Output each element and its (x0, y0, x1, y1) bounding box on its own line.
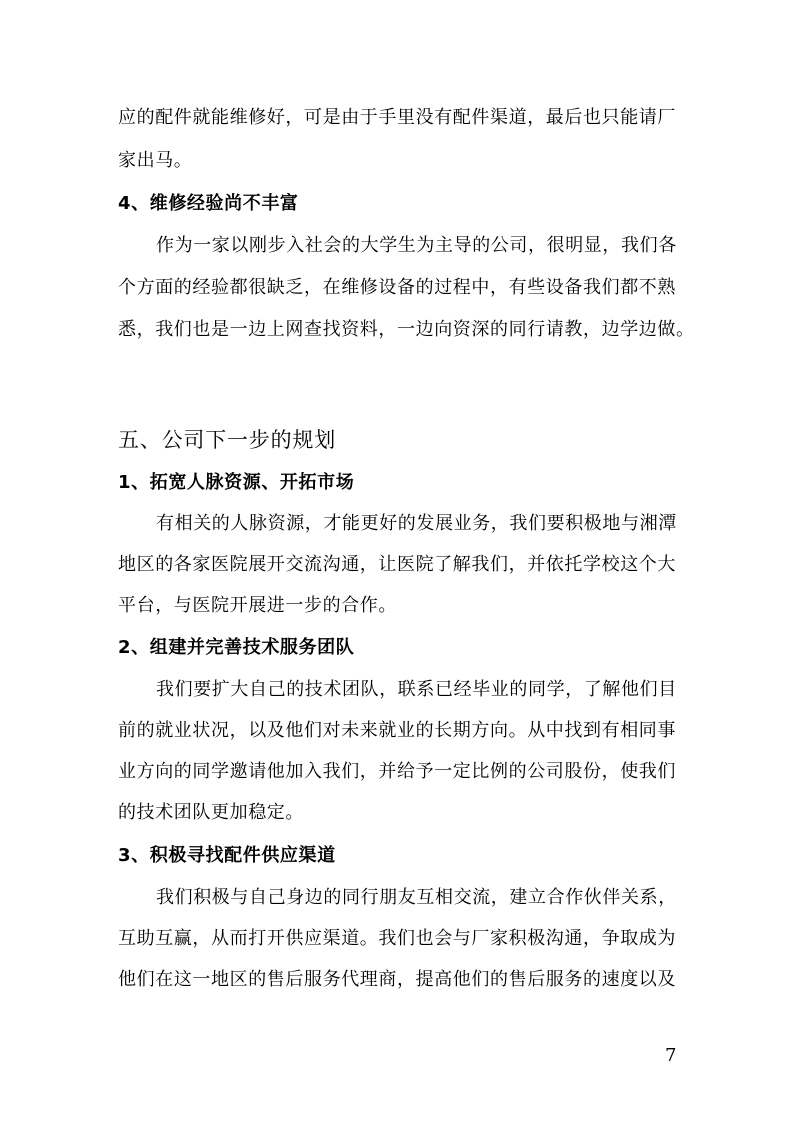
paragraph-line: 他们在这一地区的售后服务代理商，提高他们的售后服务的速度以及 (118, 969, 676, 990)
paragraph-line: 平台，与医院开展进一步的合作。 (118, 595, 397, 616)
paragraph-line: 悉，我们也是一边上网查找资料，一边向资深的同行请教，边学边做。 (118, 319, 695, 340)
paragraph-line: 个方面的经验都很缺乏，在维修设备的过程中，有些设备我们都不熟 (118, 277, 676, 298)
paragraph-line: 应的配件就能维修好，可是由于手里没有配件渠道，最后也只能请厂 (118, 107, 676, 128)
subheading-2: 2、组建并完善技术服务团队 (118, 637, 355, 658)
subheading-item4: 4、维修经验尚不丰富 (118, 193, 299, 214)
paragraph-line: 的技术团队更加稳定。 (118, 802, 304, 823)
paragraph-line: 业方向的同学邀请他加入我们，并给予一定比例的公司股份，使我们 (118, 761, 676, 782)
paragraph-line: 家出马。 (118, 150, 193, 171)
paragraph-line: 前的就业状况，以及他们对未来就业的长期方向。从中找到有相同事 (118, 720, 676, 741)
paragraph-line: 有相关的人脉资源，才能更好的发展业务，我们要积极地与湘潭 (156, 513, 677, 534)
paragraph-line: 互助互赢，从而打开供应渠道。我们也会与厂家积极沟通，争取成为 (118, 928, 676, 949)
paragraph-line: 我们要扩大自己的技术团队，联系已经毕业的同学，了解他们目 (156, 679, 677, 700)
subheading-3: 3、积极寻找配件供应渠道 (118, 845, 336, 866)
paragraph-line: 我们积极与自己身边的同行朋友互相交流，建立合作伙伴关系， (156, 887, 677, 908)
section-heading-5: 五、公司下一步的规划 (118, 428, 336, 452)
page-number: 7 (665, 1045, 677, 1066)
paragraph-line: 地区的各家医院展开交流沟通，让医院了解我们，并依托学校这个大 (118, 554, 676, 575)
subheading-1: 1、拓宽人脉资源、开拓市场 (118, 472, 355, 493)
paragraph-line: 作为一家以刚步入社会的大学生为主导的公司，很明显，我们各 (156, 235, 677, 256)
